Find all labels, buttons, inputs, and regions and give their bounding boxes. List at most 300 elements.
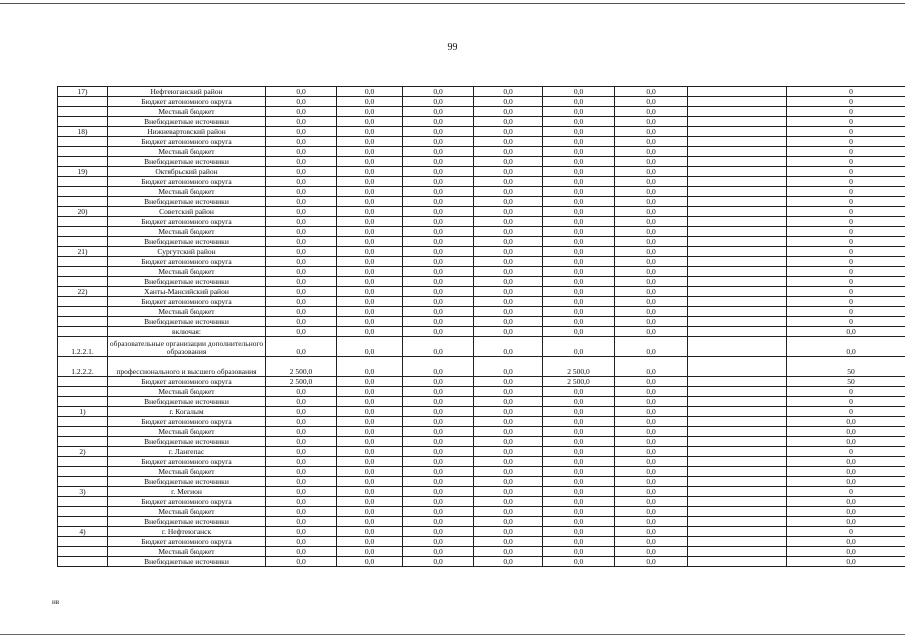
value-cell: 0,0 [337,217,403,227]
value-cell: 0,0 [543,387,615,397]
value-cell [688,147,787,157]
value-cell: 0,0 [403,247,474,257]
value-cell: 0,0 [266,437,337,447]
value-cell: 0,0 [615,107,688,117]
value-cell [688,327,787,337]
table-row [58,297,905,307]
value-cell: 0 [787,97,905,107]
value-cell: 0,0 [474,557,543,567]
value-cell [688,207,787,217]
value-cell: 0 [787,157,905,167]
value-cell [688,477,787,487]
value-cell: 0,0 [403,447,474,457]
row-name-cell: Внебюджетные источники [108,237,266,247]
table-row [58,357,905,377]
row-code-cell: 2) [58,447,108,457]
value-cell: 0,0 [787,557,905,567]
value-cell: 0,0 [337,377,403,387]
row-code-cell: 21) [58,247,108,257]
value-cell: 0,0 [337,117,403,127]
value-cell: 0,0 [615,277,688,287]
value-cell: 0,0 [474,127,543,137]
value-cell: 0,0 [787,537,905,547]
value-cell: 0,0 [403,297,474,307]
value-cell: 0,0 [403,487,474,497]
value-cell: 0,0 [337,527,403,537]
value-cell: 0,0 [474,447,543,457]
value-cell: 0,0 [615,417,688,427]
value-cell: 0,0 [615,507,688,517]
value-cell [688,307,787,317]
row-code-cell: 3) [58,487,108,497]
row-code-cell [58,507,108,517]
value-cell: 0,0 [474,527,543,537]
value-cell: 0,0 [266,547,337,557]
value-cell: 0 [787,107,905,117]
value-cell: 0,0 [615,537,688,547]
row-code-cell [58,157,108,167]
value-cell: 0,0 [474,387,543,397]
value-cell: 0,0 [403,187,474,197]
row-code-cell [58,187,108,197]
value-cell: 0,0 [266,107,337,117]
value-cell: 0,0 [403,157,474,167]
value-cell: 0,0 [266,457,337,467]
value-cell: 0,0 [615,457,688,467]
table-row [58,97,905,107]
value-cell [688,537,787,547]
row-code-cell: 20) [58,207,108,217]
value-cell: 0,0 [474,247,543,257]
value-cell: 0,0 [615,227,688,237]
row-code-cell [58,117,108,127]
value-cell: 0,0 [337,107,403,117]
value-cell: 0,0 [337,467,403,477]
value-cell: 0,0 [615,87,688,97]
value-cell: 0,0 [474,337,543,357]
row-code-cell [58,457,108,467]
value-cell [688,137,787,147]
value-cell: 0,0 [337,297,403,307]
value-cell: 0,0 [266,287,337,297]
value-cell: 0,0 [403,287,474,297]
row-code-cell [58,497,108,507]
value-cell: 0,0 [337,447,403,457]
value-cell: 0,0 [337,257,403,267]
row-name-cell: Бюджет автономного округа [108,97,266,107]
value-cell: 0,0 [337,437,403,447]
row-name-cell: г. Когалым [108,407,266,417]
value-cell: 0,0 [615,217,688,227]
value-cell: 0,0 [266,497,337,507]
value-cell: 0,0 [615,437,688,447]
row-name-cell: Местный бюджет [108,107,266,117]
budget-table-body [58,87,905,567]
value-cell [688,517,787,527]
value-cell: 0 [787,487,905,497]
value-cell: 0,0 [615,317,688,327]
value-cell: 0,0 [337,457,403,467]
value-cell: 0,0 [403,207,474,217]
row-code-cell [58,277,108,287]
row-name-cell: Внебюджетные источники [108,317,266,327]
value-cell: 0,0 [474,307,543,317]
row-name-cell: Бюджет автономного округа [108,297,266,307]
value-cell: 0,0 [403,127,474,137]
value-cell: 0,0 [403,197,474,207]
value-cell: 0 [787,277,905,287]
value-cell: 0,0 [474,437,543,447]
value-cell: 0 [787,407,905,417]
value-cell: 0,0 [266,307,337,317]
row-code-cell [58,97,108,107]
value-cell: 0,0 [615,397,688,407]
row-name-cell: Октябрьский район [108,167,266,177]
value-cell: 0,0 [266,477,337,487]
value-cell: 0,0 [266,217,337,227]
value-cell: 0,0 [474,87,543,97]
table-row [58,417,905,427]
row-code-cell [58,397,108,407]
value-cell: 0,0 [787,457,905,467]
value-cell: 0,0 [266,227,337,237]
value-cell: 0,0 [266,557,337,567]
value-cell: 0,0 [543,517,615,527]
value-cell: 0,0 [403,517,474,527]
value-cell: 0,0 [266,207,337,217]
value-cell: 0,0 [337,87,403,97]
row-code-cell: 17) [58,87,108,97]
value-cell: 0,0 [474,267,543,277]
value-cell: 0,0 [337,407,403,417]
row-code-cell [58,537,108,547]
row-code-cell [58,137,108,147]
value-cell: 0 [787,397,905,407]
value-cell: 0,0 [337,147,403,157]
value-cell [688,337,787,357]
value-cell: 0,0 [474,227,543,237]
value-cell: 0,0 [615,517,688,527]
value-cell [688,227,787,237]
row-name-cell: Бюджет автономного округа [108,177,266,187]
value-cell: 0,0 [337,497,403,507]
value-cell: 0 [787,287,905,297]
table-row [58,137,905,147]
value-cell: 0,0 [266,87,337,97]
value-cell: 0,0 [403,307,474,317]
value-cell: 0,0 [787,477,905,487]
row-code-cell: 1.2.2.1. [58,337,108,357]
value-cell: 0,0 [403,427,474,437]
value-cell: 0,0 [337,187,403,197]
row-code-cell [58,417,108,427]
row-name-cell: Местный бюджет [108,507,266,517]
row-name-cell: г. Лангепас [108,447,266,457]
budget-table [57,86,905,567]
value-cell: 0,0 [337,337,403,357]
value-cell: 0,0 [337,417,403,427]
value-cell: 0,0 [474,147,543,157]
value-cell: 2 500,0 [543,357,615,377]
value-cell: 0,0 [337,307,403,317]
value-cell: 0,0 [787,437,905,447]
table-row [58,457,905,467]
value-cell: 0,0 [403,327,474,337]
value-cell: 0,0 [615,247,688,257]
value-cell [688,357,787,377]
value-cell: 0,0 [403,137,474,147]
value-cell: 0,0 [403,237,474,247]
value-cell: 0,0 [543,327,615,337]
row-name-cell: профессионального и высшего образования [108,357,266,377]
value-cell: 0,0 [403,217,474,227]
value-cell: 0,0 [543,457,615,467]
row-code-cell [58,177,108,187]
value-cell: 0,0 [403,387,474,397]
value-cell: 0,0 [266,517,337,527]
value-cell: 0,0 [266,387,337,397]
row-name-cell: Местный бюджет [108,387,266,397]
table-row [58,477,905,487]
value-cell: 0,0 [474,547,543,557]
value-cell: 0,0 [403,377,474,387]
value-cell: 0,0 [787,497,905,507]
value-cell: 0,0 [615,147,688,157]
value-cell: 0,0 [266,397,337,407]
value-cell: 0,0 [474,237,543,247]
value-cell: 0,0 [403,547,474,557]
value-cell [688,267,787,277]
table-row [58,397,905,407]
value-cell: 0,0 [266,447,337,457]
row-name-cell: Местный бюджет [108,547,266,557]
value-cell: 0,0 [543,267,615,277]
value-cell [688,157,787,167]
row-code-cell [58,267,108,277]
value-cell: 0,0 [474,357,543,377]
value-cell: 0,0 [543,437,615,447]
value-cell: 0,0 [615,527,688,537]
value-cell [688,257,787,267]
value-cell: 0,0 [403,417,474,427]
value-cell: 0,0 [615,117,688,127]
value-cell: 0,0 [615,547,688,557]
row-name-cell: Бюджет автономного округа [108,497,266,507]
value-cell: 0,0 [337,137,403,147]
row-code-cell [58,517,108,527]
value-cell: 0,0 [543,487,615,497]
value-cell: 0,0 [337,487,403,497]
value-cell: 0,0 [543,237,615,247]
value-cell: 0,0 [474,217,543,227]
value-cell [688,107,787,117]
value-cell: 0,0 [615,257,688,267]
value-cell [688,467,787,477]
value-cell [688,247,787,257]
value-cell: 0,0 [266,267,337,277]
row-name-cell: Бюджет автономного округа [108,217,266,227]
value-cell: 0,0 [337,507,403,517]
value-cell [688,187,787,197]
value-cell: 0,0 [403,227,474,237]
value-cell [688,127,787,137]
value-cell: 0 [787,177,905,187]
value-cell: 0,0 [403,557,474,567]
value-cell [688,197,787,207]
value-cell: 0,0 [615,237,688,247]
value-cell: 0 [787,247,905,257]
value-cell: 0,0 [474,167,543,177]
value-cell: 0,0 [403,147,474,157]
value-cell: 0,0 [474,107,543,117]
value-cell [688,167,787,177]
value-cell: 0,0 [266,127,337,137]
value-cell: 0,0 [474,457,543,467]
value-cell: 0,0 [543,477,615,487]
table-row [58,127,905,137]
value-cell: 0,0 [266,197,337,207]
value-cell: 0,0 [543,527,615,537]
value-cell: 0,0 [337,277,403,287]
value-cell: 0,0 [615,477,688,487]
value-cell: 0,0 [403,107,474,117]
value-cell: 0,0 [403,527,474,537]
value-cell: 0,0 [787,547,905,557]
value-cell [688,97,787,107]
table-row [58,117,905,127]
value-cell: 0,0 [337,157,403,167]
value-cell: 0,0 [474,397,543,407]
value-cell: 0,0 [337,167,403,177]
value-cell: 0,0 [337,127,403,137]
row-name-cell: Сургутский район [108,247,266,257]
row-code-cell [58,557,108,567]
row-name-cell: Местный бюджет [108,187,266,197]
value-cell: 0,0 [474,187,543,197]
table-row [58,557,905,567]
value-cell [688,507,787,517]
row-code-cell [58,237,108,247]
table-row [58,317,905,327]
table-row [58,527,905,537]
table-row [58,427,905,437]
row-code-cell [58,437,108,447]
row-name-cell: г. Мегион [108,487,266,497]
value-cell: 0,0 [337,197,403,207]
value-cell: 0 [787,267,905,277]
value-cell: 0,0 [403,117,474,127]
value-cell [688,437,787,447]
value-cell: 0,0 [543,537,615,547]
value-cell: 0,0 [403,467,474,477]
value-cell: 0,0 [337,267,403,277]
table-row [58,547,905,557]
value-cell: 0,0 [474,177,543,187]
value-cell: 0,0 [337,207,403,217]
row-code-cell: 4) [58,527,108,537]
value-cell: 0,0 [615,267,688,277]
value-cell: 0,0 [543,87,615,97]
value-cell: 0,0 [266,137,337,147]
table-row [58,207,905,217]
value-cell: 0,0 [543,297,615,307]
value-cell: 0,0 [474,497,543,507]
value-cell [688,117,787,127]
value-cell: 0,0 [266,527,337,537]
value-cell: 0,0 [474,117,543,127]
row-name-cell: Бюджет автономного округа [108,417,266,427]
value-cell: 0,0 [266,507,337,517]
value-cell: 0,0 [543,207,615,217]
value-cell: 0,0 [615,407,688,417]
value-cell: 0,0 [543,447,615,457]
value-cell: 0,0 [615,497,688,507]
value-cell: 0 [787,237,905,247]
table-row [58,167,905,177]
value-cell: 0,0 [543,257,615,267]
value-cell: 0,0 [787,507,905,517]
value-cell: 0,0 [403,357,474,377]
value-cell: 0,0 [266,117,337,127]
value-cell: 0,0 [474,407,543,417]
value-cell: 0,0 [474,517,543,527]
value-cell: 0,0 [403,177,474,187]
value-cell: 0,0 [266,237,337,247]
value-cell: 0,0 [543,407,615,417]
row-name-cell: Местный бюджет [108,227,266,237]
value-cell: 0,0 [615,447,688,457]
value-cell: 0 [787,257,905,267]
row-code-cell: 22) [58,287,108,297]
table-row [58,197,905,207]
value-cell: 0,0 [543,317,615,327]
value-cell: 0,0 [266,467,337,477]
row-name-cell: Внебюджетные источники [108,477,266,487]
value-cell: 0 [787,447,905,457]
value-cell: 0 [787,187,905,197]
value-cell [688,177,787,187]
value-cell: 0,0 [474,327,543,337]
value-cell: 0,0 [615,97,688,107]
value-cell: 0 [787,167,905,177]
value-cell: 0,0 [543,187,615,197]
value-cell: 0,0 [337,547,403,557]
value-cell: 50 [787,377,905,387]
value-cell: 0,0 [543,507,615,517]
value-cell: 50 [787,357,905,377]
value-cell: 0,0 [403,537,474,547]
value-cell: 0,0 [474,317,543,327]
value-cell: 0,0 [474,467,543,477]
row-name-cell: Внебюджетные источники [108,397,266,407]
value-cell [688,447,787,457]
value-cell: 0,0 [474,287,543,297]
value-cell: 0,0 [615,157,688,167]
row-code-cell [58,297,108,307]
row-code-cell [58,547,108,557]
value-cell: 0,0 [474,257,543,267]
value-cell: 0 [787,217,905,227]
value-cell: 0 [787,117,905,127]
value-cell: 0,0 [615,137,688,147]
value-cell: 0,0 [615,297,688,307]
row-code-cell [58,217,108,227]
value-cell [688,497,787,507]
value-cell: 0,0 [543,467,615,477]
value-cell: 0,0 [615,177,688,187]
value-cell: 0,0 [474,207,543,217]
value-cell: 0 [787,387,905,397]
